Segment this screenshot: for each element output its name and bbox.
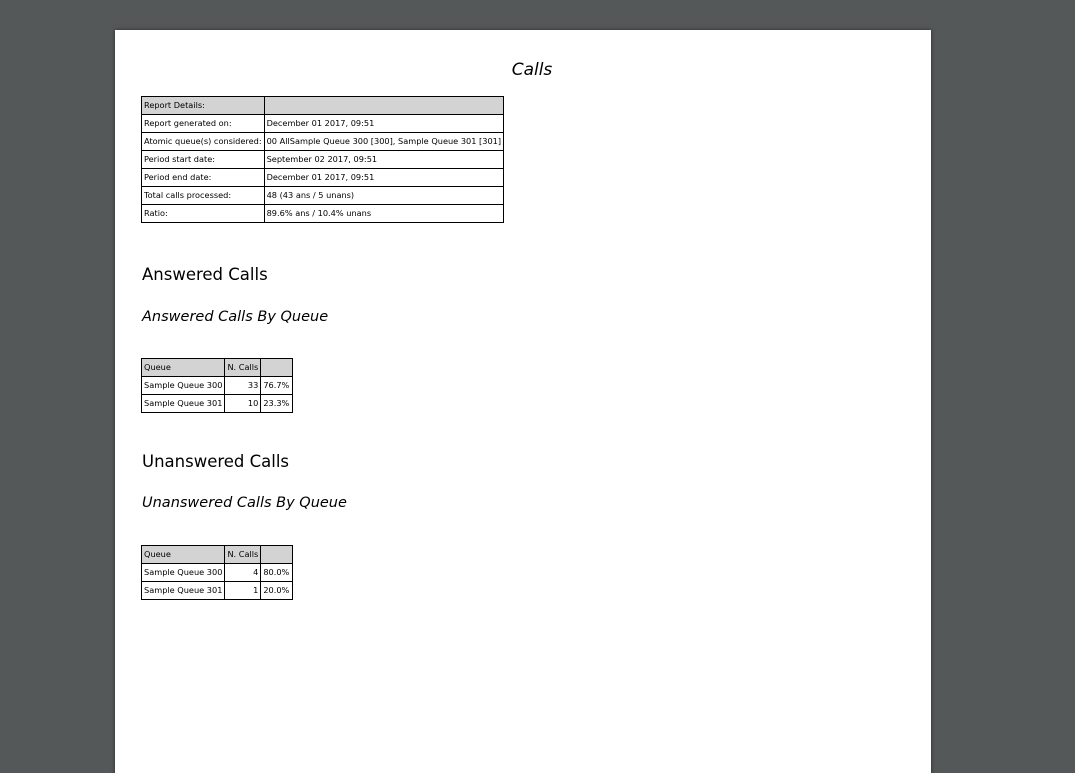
column-header-percent [261, 359, 293, 377]
details-row [142, 115, 504, 133]
calls-cell: 1 [225, 582, 261, 600]
table-row [142, 377, 293, 395]
details-value: December 01 2017, 09:51 [264, 169, 503, 187]
percent-cell: 20.0% [261, 582, 293, 600]
details-value: 48 (43 ans / 5 unans) [264, 187, 503, 205]
calls-cell: 33 [225, 377, 261, 395]
column-header-percent [261, 546, 293, 564]
answered-by-queue-subheading: Answered Calls By Queue [142, 309, 329, 325]
details-label: Total calls processed: [142, 187, 265, 205]
calls-cell: 4 [225, 564, 261, 582]
column-header-calls: N. Calls [225, 546, 261, 564]
column-header-queue: Queue [142, 546, 225, 564]
details-header-label: Report Details: [142, 97, 265, 115]
details-value: December 01 2017, 09:51 [264, 115, 503, 133]
column-header-queue: Queue [142, 359, 225, 377]
percent-cell: 76.7% [261, 377, 293, 395]
report-details-table [141, 96, 504, 223]
table-row [142, 564, 293, 582]
table-row [142, 395, 293, 413]
table-header-row [142, 359, 293, 377]
answered-by-queue-table [141, 358, 293, 413]
details-row [142, 169, 504, 187]
details-row [142, 151, 504, 169]
details-value: 00 AllSample Queue 300 [300], Sample Queue 301 [301] [264, 133, 503, 151]
table-row [142, 582, 293, 600]
details-label: Ratio: [142, 205, 265, 223]
report-title: Calls [511, 60, 553, 80]
queue-cell: Sample Queue 301 [142, 395, 225, 413]
details-row [142, 187, 504, 205]
queue-cell: Sample Queue 301 [142, 582, 225, 600]
details-row [142, 133, 504, 151]
calls-cell: 10 [225, 395, 261, 413]
details-header-row [142, 97, 504, 115]
report-page [115, 30, 931, 773]
details-value: 89.6% ans / 10.4% unans [264, 205, 503, 223]
queue-cell: Sample Queue 300 [142, 564, 225, 582]
details-label: Report generated on: [142, 115, 265, 133]
unanswered-by-queue-table [141, 545, 293, 600]
details-label: Period start date: [142, 151, 265, 169]
column-header-calls: N. Calls [225, 359, 261, 377]
percent-cell: 23.3% [261, 395, 293, 413]
percent-cell: 80.0% [261, 564, 293, 582]
details-header-value [264, 97, 503, 115]
details-label: Atomic queue(s) considered: [142, 133, 265, 151]
answered-calls-heading: Answered Calls [142, 265, 268, 284]
details-row [142, 205, 504, 223]
details-label: Period end date: [142, 169, 265, 187]
details-value: September 02 2017, 09:51 [264, 151, 503, 169]
queue-cell: Sample Queue 300 [142, 377, 225, 395]
unanswered-by-queue-subheading: Unanswered Calls By Queue [142, 495, 347, 511]
unanswered-calls-heading: Unanswered Calls [142, 452, 290, 471]
table-header-row [142, 546, 293, 564]
